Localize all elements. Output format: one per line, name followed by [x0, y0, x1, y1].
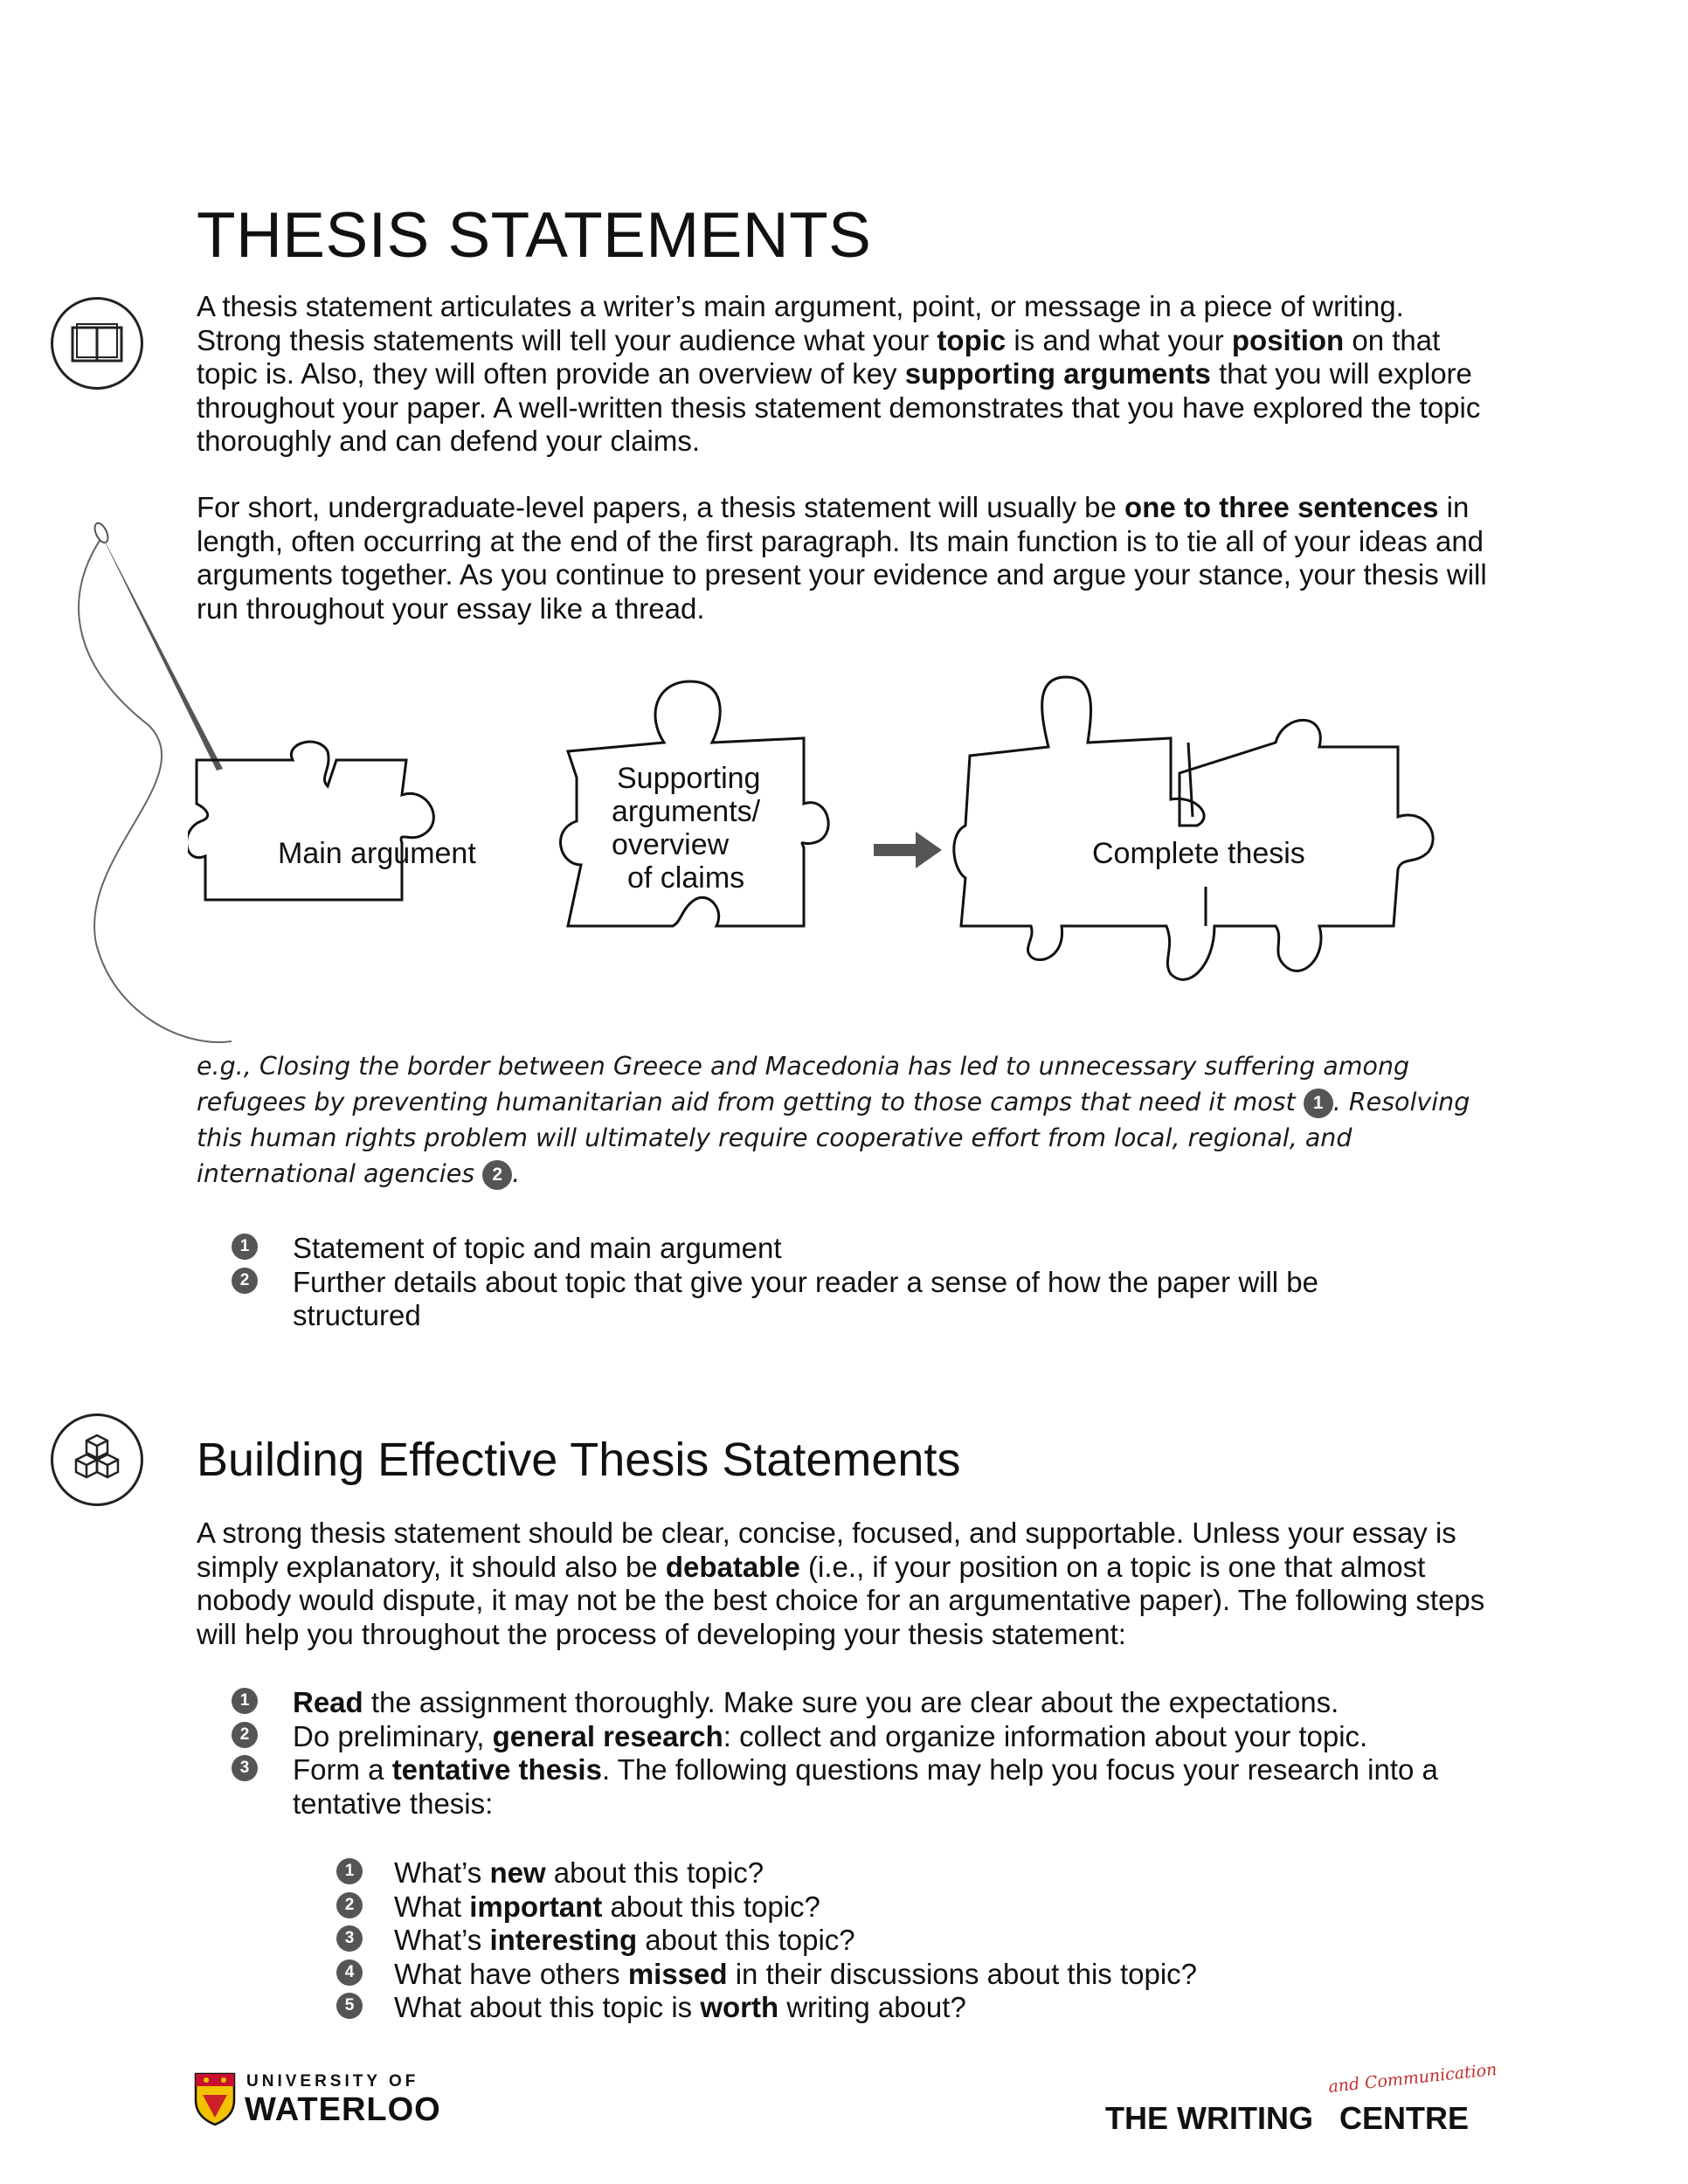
example-badge-1: 1	[1304, 1089, 1333, 1118]
wc-main-text: THE WRITING	[1105, 2100, 1313, 2136]
intro-paragraph-1: A thesis statement articulates a writer’s main argument, point, or message in a piece of writing. Strong thesis statements will tell your audience what your topic is and what your position on that topic is. Also, they will often provide an overview of key supporting arguments that you will explore throughout your paper. A well-written thesis statement demonstrates that you have explored the topic thoroughly and can defend your claims.	[197, 290, 1481, 457]
steps-list	[232, 1686, 1472, 1821]
list-item: 1 What’s new about this topic?	[336, 1856, 1472, 1890]
puzzle-label-main-argument: Main argument	[278, 837, 476, 870]
example-badge-2: 2	[482, 1160, 512, 1190]
wc-end-text: CENTRE	[1339, 2100, 1470, 2136]
writing-centre-logo	[1105, 2059, 1507, 2139]
arrow-right-icon	[874, 828, 944, 872]
list-item: 5 What about this topic is worth writing about?	[336, 1991, 1472, 2025]
list-item: 4 What have others missed in their discussions about this topic?	[336, 1958, 1472, 1992]
questions-list	[336, 1856, 1472, 2025]
page-title: THESIS STATEMENTS	[197, 200, 872, 271]
list-item: 3 Form a tentative thesis. The following questions may help you focus your research into a tentative thesis:	[232, 1753, 1472, 1821]
waterloo-logo	[194, 2070, 456, 2132]
uw-top-text: UNIVERSITY OF	[246, 2072, 419, 2091]
list-item: 2 Further details about topic that give your reader a sense of how the paper will be structured	[232, 1266, 1411, 1333]
list-item: 3 What’s interesting about this topic?	[336, 1924, 1472, 1958]
cubes-icon	[51, 1413, 143, 1506]
puzzle-label-supporting: Supporting arguments/ overview of claims	[612, 762, 761, 895]
book-icon	[51, 297, 143, 390]
section-paragraph: A strong thesis statement should be clear, concise, focused, and supportable. Unless your essay is simply explanatory, it should also be debatable (i.e., if your position on a topic is one that almost nobody would dispute, it may not be the best choice for an argumentative paper). The following steps will help you throughout the process of developing your thesis statement:	[197, 1517, 1485, 1650]
example-notes-list	[232, 1232, 1411, 1333]
list-item: 1 Read the assignment thoroughly. Make sure you are clear about the expectations.	[232, 1686, 1472, 1720]
wc-script-text: and Communication	[1327, 2059, 1498, 2098]
section-heading: Building Effective Thesis Statements	[197, 1434, 961, 1486]
list-item: 2 Do preliminary, general research: collect and organize information about your topic.	[232, 1720, 1472, 1754]
list-item: 2 What important about this topic?	[336, 1890, 1472, 1925]
uw-bottom-text: WATERLOO	[245, 2091, 441, 2128]
intro-paragraph-2: For short, undergraduate-level papers, a thesis statement will usually be one to three sentences in length, often occurring at the end of the first paragraph. Its main function is to tie all of your ideas and arguments together. As you continue to present your evidence and argue your stance, your thesis will run throughout your essay like a thread.	[197, 491, 1487, 625]
list-item: 1 Statement of topic and main argument	[232, 1232, 1411, 1266]
thesis-example: e.g., Closing the border between Greece and Macedonia has led to unnecessary suffering among refugees by preventing humanitarian aid from getting to those camps that need it most 1 . Resolving this human rights problem will ultimately require cooperative effort from local, regional, and international agencies 2 .	[197, 1052, 1470, 1188]
crest-icon	[194, 2072, 236, 2126]
puzzle-label-complete-thesis: Complete thesis	[1092, 837, 1305, 870]
